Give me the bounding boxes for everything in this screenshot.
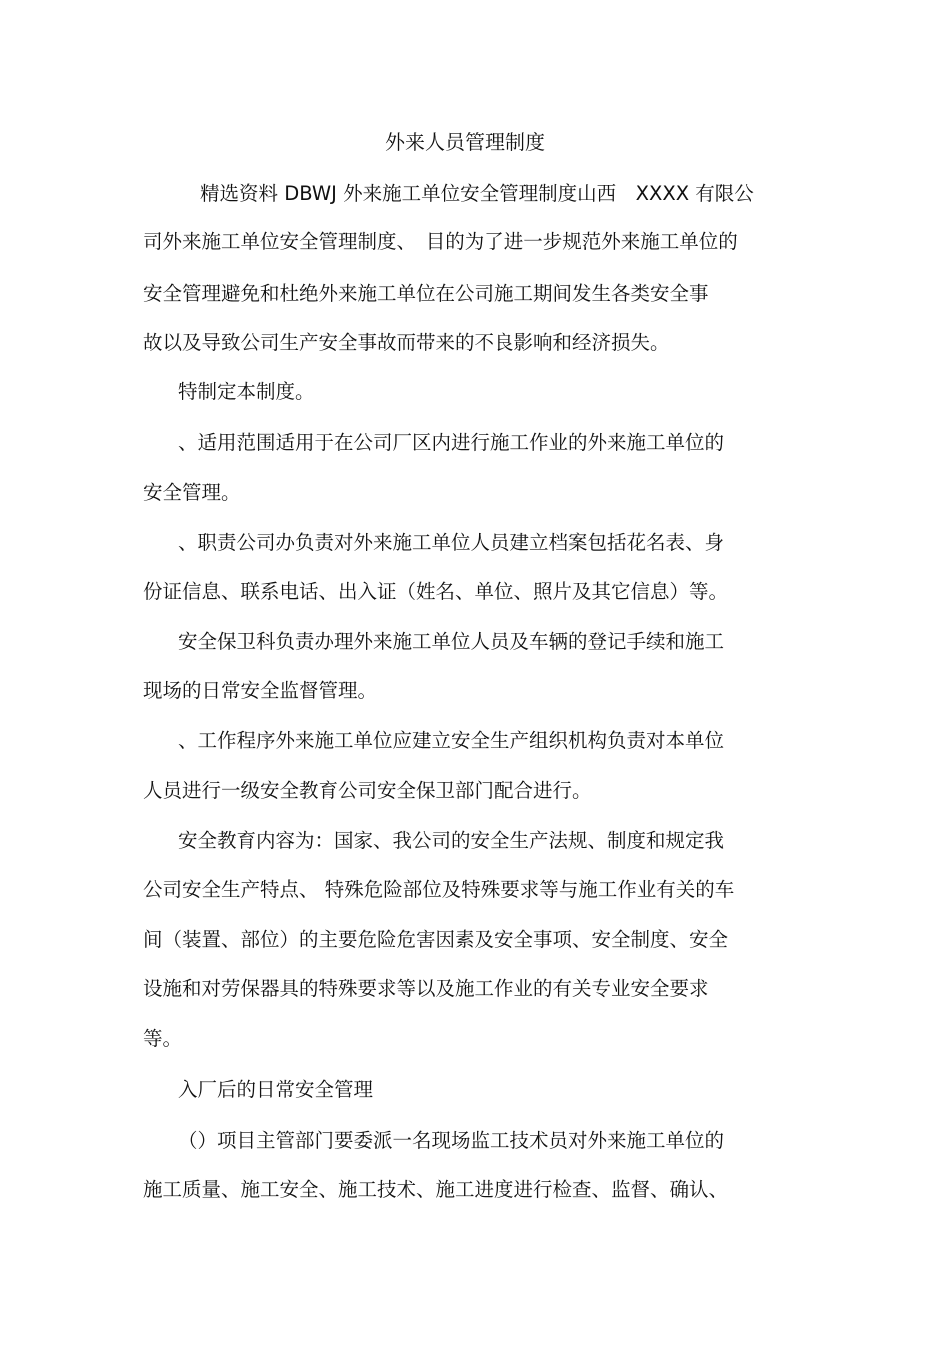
paragraph-line: 精选资料 DBWJ 外来施工单位安全管理制度山西 XXXX 有限公: [200, 182, 754, 205]
paragraph-line: 设施和对劳保器具的特殊要求等以及施工作业的有关专业安全要求: [143, 977, 709, 1000]
paragraph-line: 故以及导致公司生产安全事故而带来的不良影响和经济损失。: [143, 331, 670, 354]
paragraph-line: 人员进行一级安全教育公司安全保卫部门配合进行。: [143, 779, 592, 802]
paragraph-line: 安全管理。: [143, 481, 241, 504]
paragraph-line: 、职责公司办负责对外来施工单位人员建立档案包括花名表、身: [178, 531, 725, 554]
paragraph-line: 施工质量、施工安全、施工技术、施工进度进行检查、监督、确认、: [143, 1178, 729, 1201]
paragraph-line: 份证信息、联系电话、出入证（姓名、单位、照片及其它信息）等。: [143, 580, 729, 603]
paragraph-line: 、适用范围适用于在公司厂区内进行施工作业的外来施工单位的: [178, 431, 725, 454]
paragraph-line: 安全保卫科负责办理外来施工单位人员及车辆的登记手续和施工: [178, 630, 725, 653]
paragraph-line: 间（装置、部位）的主要危险危害因素及安全事项、安全制度、安全: [143, 928, 729, 951]
paragraph-line: 现场的日常安全监督管理。: [143, 679, 378, 702]
paragraph-line: 公司安全生产特点、 特殊危险部位及特殊要求等与施工作业有关的车: [143, 878, 735, 901]
paragraph-line: 特制定本制度。: [178, 380, 315, 403]
paragraph-line: 安全管理避免和杜绝外来施工单位在公司施工期间发生各类安全事: [143, 282, 709, 305]
paragraph-line: （）项目主管部门要委派一名现场监工技术员对外来施工单位的: [178, 1129, 725, 1152]
paragraph-line: 司外来施工单位安全管理制度、 目的为了进一步规范外来施工单位的: [143, 230, 738, 253]
paragraph-line: 等。: [143, 1027, 183, 1050]
paragraph-line: 入厂后的日常安全管理: [178, 1078, 374, 1101]
document-title: 外来人员管理制度: [385, 130, 545, 154]
paragraph-line: 、工作程序外来施工单位应建立安全生产组织机构负责对本单位: [178, 729, 725, 752]
paragraph-line: 安全教育内容为：国家、我公司的安全生产法规、制度和规定我: [178, 829, 725, 852]
